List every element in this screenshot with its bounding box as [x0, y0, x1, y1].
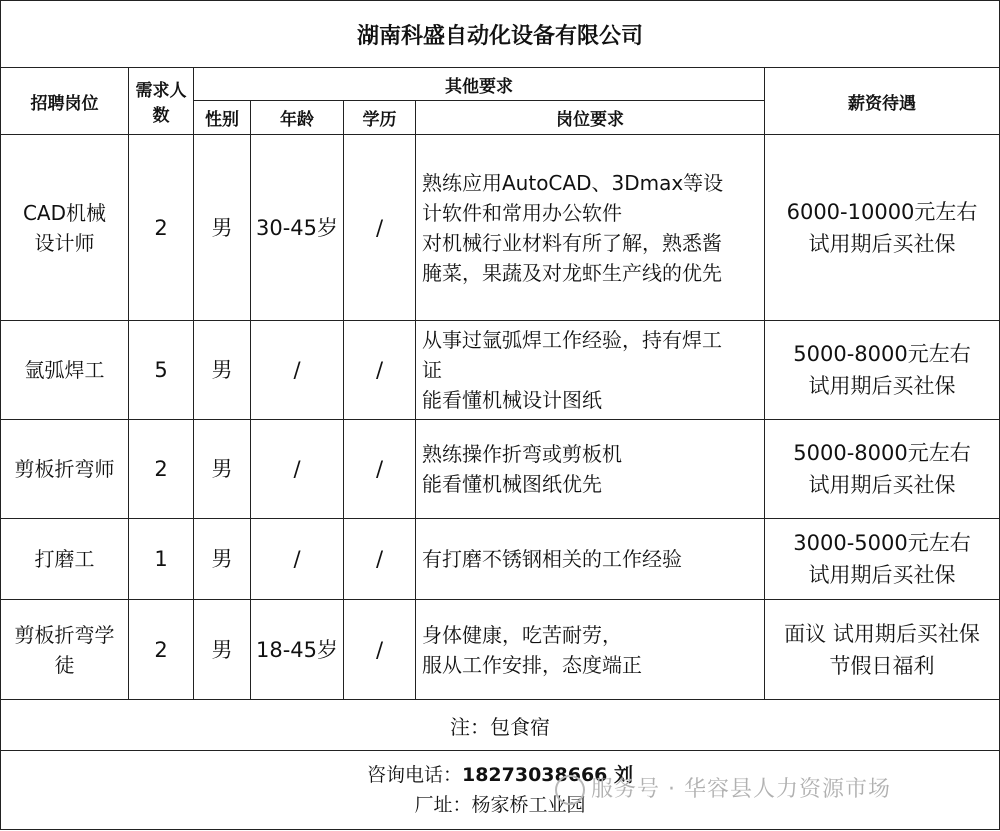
salary-line: 节假日福利: [829, 653, 935, 678]
cell-gender: 男: [194, 135, 251, 321]
cell-position: [1, 600, 129, 700]
table-row: [1, 600, 1000, 700]
position-line: CAD机械: [22, 200, 107, 225]
requirement-line: 能看懂机械设计图纸: [422, 388, 602, 412]
cell-count: 1: [129, 519, 194, 600]
cell-requirements: [416, 420, 765, 519]
header-count-line2: 数: [152, 106, 170, 126]
position-line: 设计师: [34, 230, 95, 255]
header-job-requirements: 岗位要求: [416, 101, 765, 135]
cell-age: /: [251, 321, 344, 420]
cell-education: /: [344, 321, 416, 420]
note-text: 注：包食宿: [1, 700, 1000, 751]
watermark: [555, 772, 891, 805]
requirement-line: 熟练应用AutoCAD、3Dmax等设: [422, 170, 724, 195]
requirement-line: 证: [422, 358, 442, 382]
requirement-line: 能看懂机械图纸优先: [422, 472, 602, 496]
header-count-line1: 需求人: [135, 81, 187, 101]
phone-value: 18273038666 刘: [461, 764, 634, 786]
requirement-line: 腌菜，果蔬及对龙虾生产线的优先: [422, 260, 722, 285]
cell-count: 2: [129, 600, 194, 700]
cell-position: [1, 519, 129, 600]
salary-line: 试用期后买社保: [808, 563, 956, 587]
header-age: 年龄: [251, 101, 344, 135]
cell-gender: 男: [194, 600, 251, 700]
table-row: [1, 135, 1000, 321]
table-row: [1, 420, 1000, 519]
salary-line: 3000-5000元左右: [793, 531, 971, 555]
table-row: [1, 519, 1000, 600]
salary-line: 6000-10000元左右: [786, 199, 978, 224]
phone-label: 咨询电话：: [366, 764, 462, 786]
address-label: 厂址：: [414, 794, 472, 816]
requirement-line: 从事过氩弧焊工作经验，持有焊工: [422, 328, 722, 352]
position-line: 剪板折弯师: [14, 457, 115, 481]
requirement-line: 有打磨不锈钢相关的工作经验: [422, 547, 682, 571]
cell-gender: 男: [194, 420, 251, 519]
cell-age: 30-45岁: [251, 135, 344, 321]
cell-salary: [765, 135, 1000, 321]
cell-age: /: [251, 420, 344, 519]
cell-requirements: [416, 135, 765, 321]
salary-line: 试用期后买社保: [808, 231, 956, 256]
header-education: 学历: [344, 101, 416, 135]
cell-age: 18-45岁: [251, 600, 344, 700]
company-title: 湖南科盛自动化设备有限公司: [1, 1, 1000, 68]
header-other: 其他要求: [194, 68, 765, 101]
cell-education: /: [344, 420, 416, 519]
position-line: 剪板折弯学: [14, 622, 115, 647]
cell-position: [1, 321, 129, 420]
position-line: 氩弧焊工: [24, 358, 105, 382]
salary-line: 5000-8000元左右: [793, 342, 971, 366]
header-count: [129, 68, 194, 135]
salary-line: 面议 试用期后买社保: [784, 621, 980, 646]
cell-requirements: [416, 321, 765, 420]
cell-count: 5: [129, 321, 194, 420]
cell-requirements: [416, 519, 765, 600]
cell-salary: [765, 519, 1000, 600]
cell-gender: 男: [194, 321, 251, 420]
cell-count: 2: [129, 135, 194, 321]
table-row: [1, 321, 1000, 420]
header-position: 招聘岗位: [1, 68, 129, 135]
cell-gender: 男: [194, 519, 251, 600]
cell-count: 2: [129, 420, 194, 519]
salary-line: 试用期后买社保: [808, 473, 956, 497]
header-gender: 性别: [194, 101, 251, 135]
cell-position: [1, 420, 129, 519]
watermark-text: 服务号 · 华容县人力资源市场: [591, 777, 891, 802]
cell-salary: [765, 321, 1000, 420]
requirement-line: 对机械行业材料有所了解，熟悉酱: [422, 230, 722, 255]
cell-salary: [765, 420, 1000, 519]
cell-education: /: [344, 519, 416, 600]
cell-position: [1, 135, 129, 321]
address-value: 杨家桥工业园: [471, 794, 586, 816]
cell-education: /: [344, 600, 416, 700]
cell-age: /: [251, 519, 344, 600]
salary-line: 试用期后买社保: [808, 374, 956, 398]
cell-salary: [765, 600, 1000, 700]
requirement-line: 服从工作安排，态度端正: [422, 652, 642, 677]
position-line: 徒: [54, 652, 75, 677]
salary-line: 5000-8000元左右: [793, 441, 971, 465]
requirement-line: 计软件和常用办公软件: [422, 200, 622, 225]
cell-requirements: [416, 600, 765, 700]
wechat-icon: [555, 775, 585, 805]
requirement-line: 熟练操作折弯或剪板机: [422, 442, 622, 466]
header-salary: 薪资待遇: [765, 68, 1000, 135]
position-line: 打磨工: [34, 547, 95, 571]
cell-education: /: [344, 135, 416, 321]
requirement-line: 身体健康，吃苦耐劳，: [422, 622, 622, 647]
